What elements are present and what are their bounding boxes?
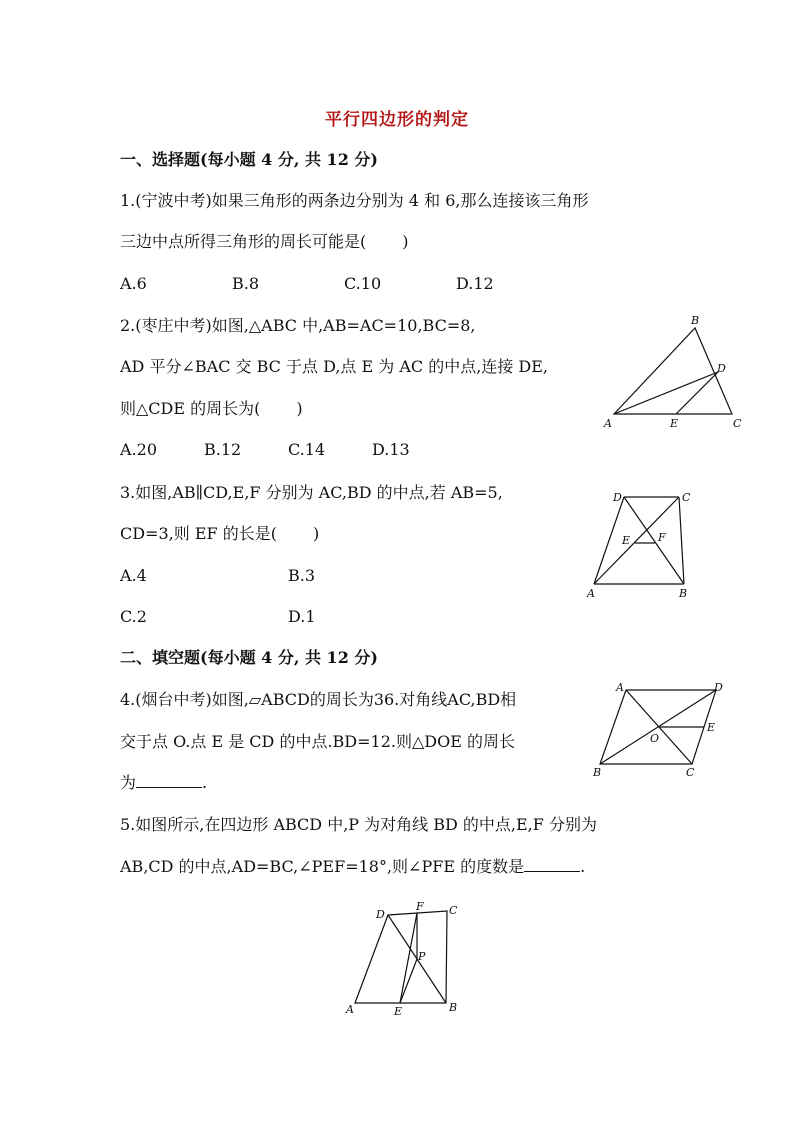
q5-answer-blank (524, 857, 580, 872)
q2-option-d: D.13 (372, 440, 410, 459)
q3-label-b: B (679, 587, 688, 600)
q1-option-b: B.8 (232, 274, 260, 293)
q4-label-d: D (714, 681, 723, 694)
page-title: 平行四边形的判定 (325, 110, 469, 130)
q2-stem-end: 则△CDE 的周长为( (120, 399, 261, 418)
q3-option-c: C.2 (120, 607, 147, 626)
q2-label-c: C (733, 417, 742, 430)
q2-option-c: C.14 (288, 440, 326, 459)
q4-label-b: B (593, 766, 602, 779)
q5-label-p: P (418, 950, 426, 963)
q3-hourglass-figure (582, 488, 702, 603)
q3-option-b: B.3 (288, 566, 316, 585)
q4-text-line3 (120, 773, 207, 793)
q2-label-a: A (604, 417, 612, 430)
q3-option-a: A.4 (120, 566, 147, 585)
q1-paren-close: ) (402, 232, 409, 251)
q2-label-b: B (691, 314, 700, 327)
q4-text-line2: 交于点 O.点 E 是 CD 的中点.BD=12.则△DOE 的周长 (120, 732, 515, 751)
q4-parallelogram-figure (586, 680, 736, 780)
q4-label-o: O (650, 732, 660, 745)
q5-label-b: B (449, 1001, 458, 1014)
q2-label-d: D (717, 362, 726, 375)
q5-segment-pe (400, 959, 417, 1003)
q3-label-a: A (587, 587, 595, 600)
q3-text-line1: 3.如图,AB∥CD,E,F 分别为 AC,BD 的中点,若 AB=5, (120, 483, 503, 502)
q5-quadrilateral-abcd (355, 911, 447, 1003)
q3-label-e: E (622, 534, 631, 547)
q5-label-d: D (376, 908, 385, 921)
section-heading-choice: 一、选择题(每小题 4 分, 共 12 分) (120, 150, 378, 169)
q1-option-d: D.12 (456, 274, 494, 293)
q3-label-c: C (682, 491, 691, 504)
q3-paren-close: ) (312, 524, 320, 543)
q4-answer-blank (136, 773, 202, 788)
q2-text-line3 (120, 399, 303, 419)
q3-diagonal-ac (594, 497, 679, 584)
q1-option-c: C.10 (344, 274, 382, 293)
q5-stem-end: AB,CD 的中点,AD=BC,∠PEF=18°,则∠PFE 的度数是 (120, 857, 525, 876)
q3-text-line2 (120, 524, 319, 544)
q4-stem-end: 为 (120, 773, 137, 792)
q4-label-e: E (707, 721, 716, 734)
q5-label-c: C (449, 904, 458, 917)
q3-stem-end: CD=3,则 EF 的长是( (120, 524, 277, 543)
q2-text-line1: 2.(枣庄中考)如图,△ABC 中,AB=AC=10,BC=8, (120, 316, 476, 335)
q1-text-line1: 1.(宁波中考)如果三角形的两条边分别为 4 和 6,那么连接该三角形 (120, 191, 589, 210)
q4-label-c: C (686, 766, 695, 779)
q2-paren-close: ) (296, 399, 303, 418)
section-heading-fill: 二、填空题(每小题 4 分, 共 12 分) (120, 648, 378, 667)
q3-segment-cb (679, 497, 684, 584)
q2-text-line2: AD 平分∠BAC 交 BC 于点 D,点 E 为 AC 的中点,连接 DE, (120, 357, 549, 376)
q2-segment-ad (614, 372, 718, 414)
q4-period: . (202, 773, 208, 792)
q5-label-f: F (416, 900, 424, 913)
q3-label-d: D (613, 491, 622, 504)
q5-text-line2 (120, 857, 585, 877)
q2-triangle-figure (600, 312, 750, 432)
q2-segment-de (676, 372, 718, 414)
q2-option-b: B.12 (204, 440, 242, 459)
q2-label-e: E (670, 417, 679, 430)
q1-stem-end: 三边中点所得三角形的周长可能是( (120, 232, 367, 251)
q5-period: . (580, 857, 586, 876)
q1-text-line2 (120, 232, 409, 252)
q2-option-a: A.20 (120, 440, 157, 459)
q5-text-line1: 5.如图所示,在四边形 ABCD 中,P 为对角线 BD 的中点,E,F 分别为 (120, 815, 597, 834)
q5-segment-ef (400, 913, 417, 1003)
q5-label-a: A (346, 1003, 354, 1016)
q5-quadrilateral-figure (340, 898, 470, 1023)
q3-label-f: F (658, 531, 666, 544)
q4-label-a: A (616, 681, 624, 694)
q1-option-a: A.6 (120, 274, 147, 293)
q3-segment-da (594, 497, 624, 584)
q3-option-d: D.1 (288, 607, 316, 626)
q5-label-e: E (394, 1005, 403, 1018)
q2-triangle-abc (614, 328, 732, 414)
q3-diagonal-bd (624, 497, 684, 584)
q4-text-line1: 4.(烟台中考)如图,▱ABCD的周长为36.对角线AC,BD相 (120, 690, 517, 709)
